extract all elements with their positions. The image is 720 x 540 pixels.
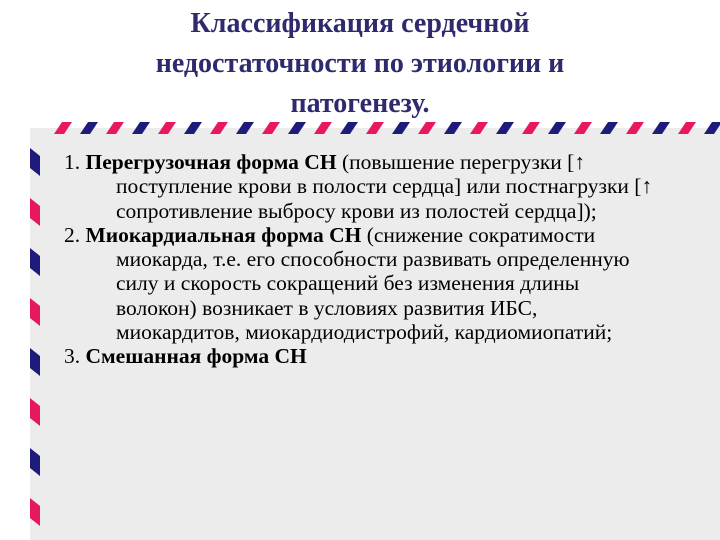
title-line-2: недостаточности по этиологии и (155, 48, 565, 79)
stripe-segment (470, 122, 488, 134)
stripe-segment (236, 122, 254, 134)
item-heading: Перегрузочная форма СН (85, 150, 337, 174)
list-item (64, 344, 664, 368)
list-item (64, 150, 664, 223)
stripe-segment (392, 122, 410, 134)
stripe-segment (418, 122, 436, 134)
item-text: (снижение сократимости миокарда, т.е. его способности развивать определенную силу и скорость сокращений без изменения длины волокон) возникает в условиях развития ИБС, миокардитов, миокардиодистрофий, кардиомиопатий; (116, 222, 630, 345)
list-item (64, 223, 664, 344)
stripe-segment (340, 122, 358, 134)
item-number: 3. (64, 344, 81, 369)
stripe-segment (54, 122, 72, 134)
stripe-segment (626, 122, 644, 134)
stripe-segment (132, 122, 150, 134)
stripe-segment (496, 122, 514, 134)
stripe-segment (30, 348, 40, 376)
airmail-stripe-top (30, 120, 720, 136)
stripe-segment (106, 122, 124, 134)
classification-list (64, 150, 664, 369)
stripe-segment (30, 148, 40, 176)
stripe-segment (366, 122, 384, 134)
stripe-segment (288, 122, 306, 134)
airmail-stripe-left (28, 128, 42, 540)
stripe-segment (30, 198, 40, 226)
stripe-segment (30, 498, 40, 526)
slide-title (60, 4, 660, 124)
title-line-1: Классификация сердечной (190, 8, 530, 39)
stripe-segment (652, 122, 670, 134)
item-heading: Миокардиальная форма СН (85, 222, 362, 247)
stripe-segment (30, 298, 40, 326)
stripe-segment (678, 122, 696, 134)
stripe-segment (548, 122, 566, 134)
stripe-segment (30, 248, 40, 276)
stripe-segment (314, 122, 332, 134)
stripe-segment (574, 122, 592, 134)
stripe-segment (522, 122, 540, 134)
item-number: 1. (64, 150, 81, 174)
stripe-segment (444, 122, 462, 134)
stripe-segment (184, 122, 202, 134)
item-heading: Смешанная форма СН (85, 344, 307, 369)
stripe-segment (30, 448, 40, 476)
stripe-segment (158, 122, 176, 134)
item-text: (повышение перегрузки [↑ поступление крови в полости сердца] или постнагрузки [↑ сопротивление выбросу крови из полостей сердца]); (116, 150, 653, 223)
stripe-segment (30, 398, 40, 426)
stripe-segment (262, 122, 280, 134)
stripe-segment (80, 122, 98, 134)
stripe-segment (704, 122, 720, 134)
item-number: 2. (64, 222, 81, 247)
title-line-3: патогенезу. (290, 88, 430, 119)
stripe-segment (600, 122, 618, 134)
stripe-segment (210, 122, 228, 134)
